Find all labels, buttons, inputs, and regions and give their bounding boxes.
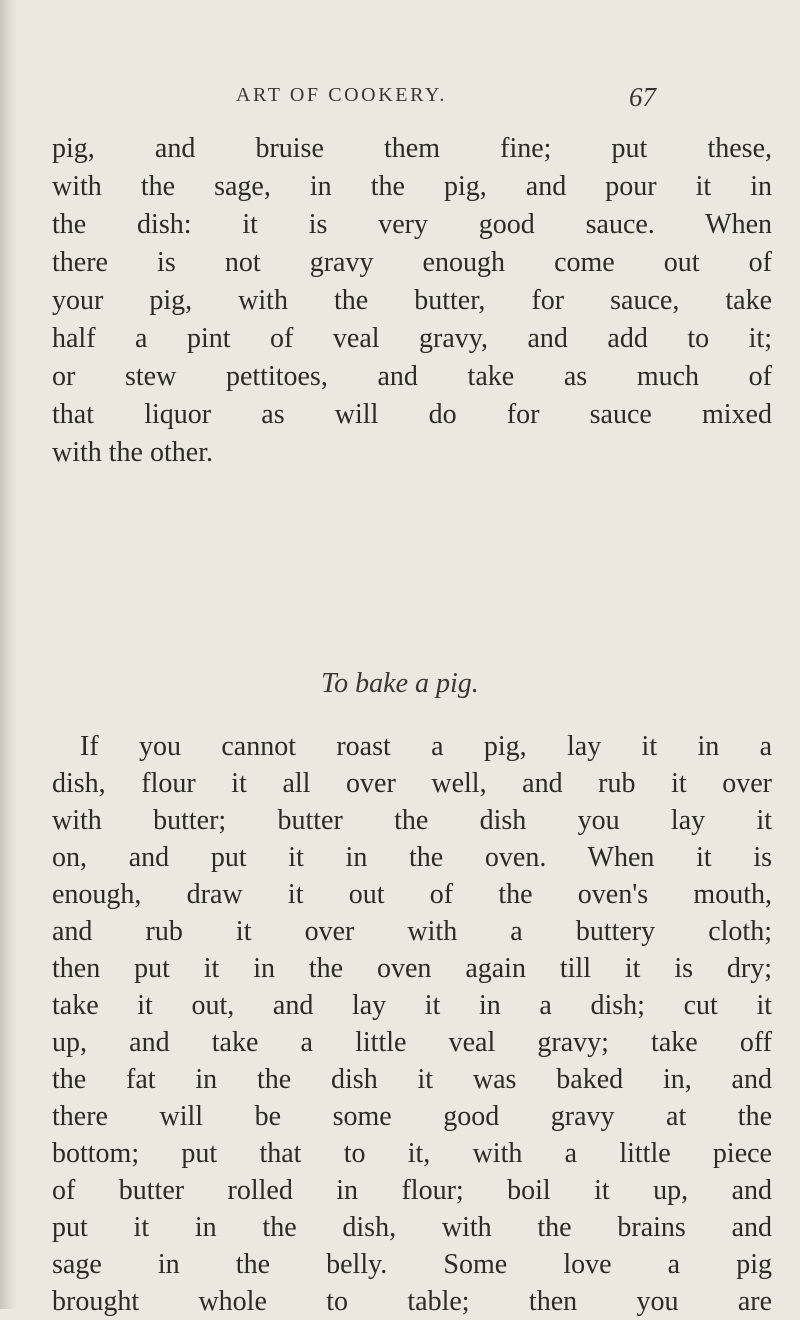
text-line: there is not gravy enough come out of [52, 247, 772, 278]
paragraph-sauce [52, 130, 772, 472]
text-line: sage in the belly. Some love a pig [52, 1249, 772, 1280]
text-line: with butter; butter the dish you lay it [52, 805, 772, 836]
text-line: the fat in the dish it was baked in, and [52, 1064, 772, 1095]
running-title: ART OF COOKERY. [236, 84, 447, 106]
text-line: bottom; put that to it, with a little piece [52, 1138, 772, 1169]
text-line: half a pint of veal gravy, and add to it; [52, 323, 772, 354]
text-line: there will be some good gravy at the [52, 1101, 772, 1132]
text-line: If you cannot roast a pig, lay it in a [80, 731, 772, 762]
text-line: up, and take a little veal gravy; take off [52, 1027, 772, 1058]
text-line: with the sage, in the pig, and pour it in [52, 171, 772, 202]
page-edge [0, 0, 18, 1309]
text-line: your pig, with the butter, for sauce, take [52, 285, 772, 316]
text-line: dish, flour it all over well, and rub it over [52, 768, 772, 799]
text-line: enough, draw it out of the oven's mouth, [52, 879, 772, 910]
text-line: that liquor as will do for sauce mixed [52, 399, 772, 430]
paragraph-bake-a-pig [52, 728, 772, 1320]
text-line: and rub it over with a buttery cloth; [52, 916, 772, 947]
text-line: with the other. [52, 437, 213, 468]
section-heading: To bake a pig. [321, 668, 479, 699]
text-line: take it out, and lay it in a dish; cut it [52, 990, 772, 1021]
text-line: pig, and bruise them fine; put these, [52, 133, 772, 164]
text-line: or stew pettitoes, and take as much of [52, 361, 772, 392]
text-line: brought whole to table; then you are [52, 1286, 772, 1317]
page-number: 67 [629, 82, 656, 112]
text-line: then put it in the oven again till it is dry; [52, 953, 772, 984]
text-line: of butter rolled in flour; boil it up, and [52, 1175, 772, 1206]
text-line: the dish: it is very good sauce. When [52, 209, 772, 240]
text-line: put it in the dish, with the brains and [52, 1212, 772, 1243]
text-line: on, and put it in the oven. When it is [52, 842, 772, 873]
running-header [236, 82, 656, 118]
